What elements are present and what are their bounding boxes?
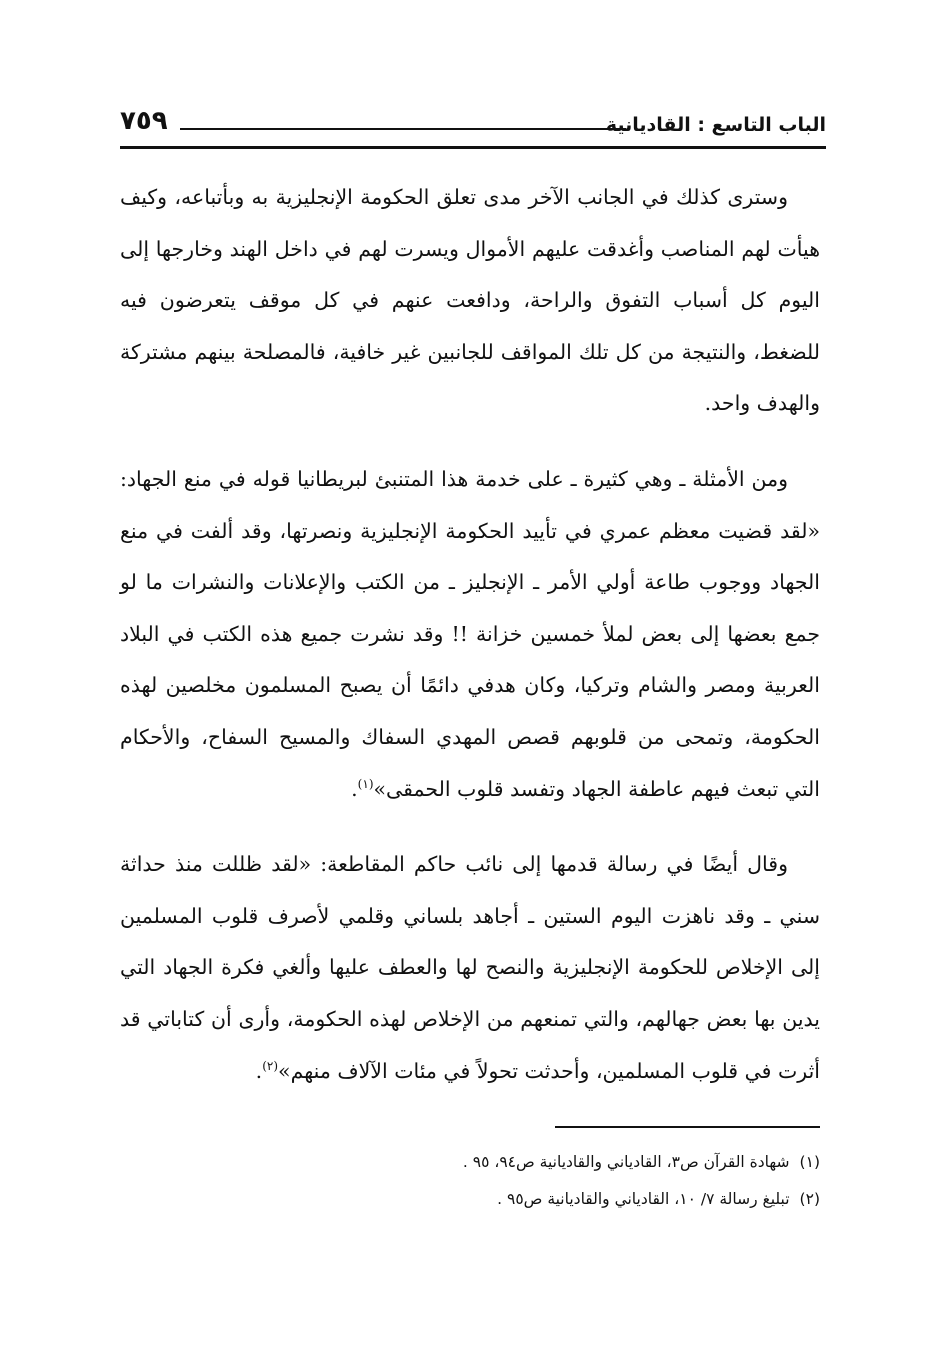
paragraph [120,454,820,815]
footnote-reference: (٢) [262,1058,279,1073]
paragraph-end: . [255,1058,263,1083]
paragraph-text: وسترى كذلك في الجانب الآخر مدى تعلق الحكومة الإنجليزية به وبأتباعه، وكيف هيأت لهم المناصب وأغدقت عليهم الأموال ويسرت لهم في داخل الهند وخارجها إلى اليوم كل أسباب التفوق والراحة، ودافعت عنهم في كل موقف يتعرضون فيه للضغط، والنتيجة من كل تلك المواقف للجانبين غير خافية، فالمصلحة بينهم مشتركة والهدف واحد. [120,185,820,416]
footnote-number: (٢) [799,1190,820,1208]
chapter-title: الباب التاسع : القاديانية [605,114,826,136]
header-rule [180,128,626,130]
paragraph-text: ومن الأمثلة ـ وهي كثيرة ـ على خدمة هذا المتنبئ لبريطانيا قوله في منع الجهاد: «لقد قضيت معظم عمري في تأييد الحكومة الإنجليزية ونصرتها، وقد ألفت في منع الجهاد ووجوب طاعة أولي الأمر ـ الإنجليز ـ من الكتب والإعلانات والنشرات ما لو جمع بعضها إلى بعض لملأ خمسين خزانة !! وقد نشرت جميع هذه الكتب في البلاد العربية ومصر والشام وتركيا، وكان هدفي دائمًا أن يصبح المسلمون مخلصين لهذه الحكومة، وتمحى من قلوبهم قصص المهدي السفاك والمسيح السفاح، والأحكام التي تبعث فيهم عاطفة الجهاد وتفسد قلوب الحمقى» [120,466,820,801]
paragraph [120,172,820,430]
paragraph-text: وقال أيضًا في رسالة قدمها إلى نائب حاكم المقاطعة: «لقد ظللت منذ حداثة سني ـ وقد ناهزت اليوم الستين ـ أجاهد بلساني وقلمي لأصرف قلوب المسلمين إلى الإخلاص للحكومة الإنجليزية والنصح لها والعطف عليها وألغي فكرة الجهاد التي يدين بها بعض جهالهم، والتي تمنعهم من الإخلاص لهذه الحكومة، وأرى أن كتاباتي قد أثرت في قلوب المسلمين، وأحدثت تحولاً في مئات الآلاف منهم» [120,852,820,1083]
footnote [120,1181,820,1218]
page-number: ٧٥٩ [120,106,168,136]
footnotes [120,1144,820,1218]
footnote-text: شهادة القرآن ص٣، القادياني والقاديانية ص٩٤، ٩٥ . [462,1153,790,1171]
body-text [120,172,820,1121]
paragraph-end: . [351,776,358,801]
footnote-text: تبليغ رسالة ٧/ ١٠، القادياني والقاديانية ص٩٥ . [497,1190,790,1208]
footnote-reference: (١) [357,776,374,791]
header-divider [120,146,826,149]
footnote-divider [555,1126,820,1128]
footnote [120,1144,820,1181]
footnote-number: (١) [799,1153,820,1171]
paragraph [120,839,820,1097]
running-header [120,104,826,144]
